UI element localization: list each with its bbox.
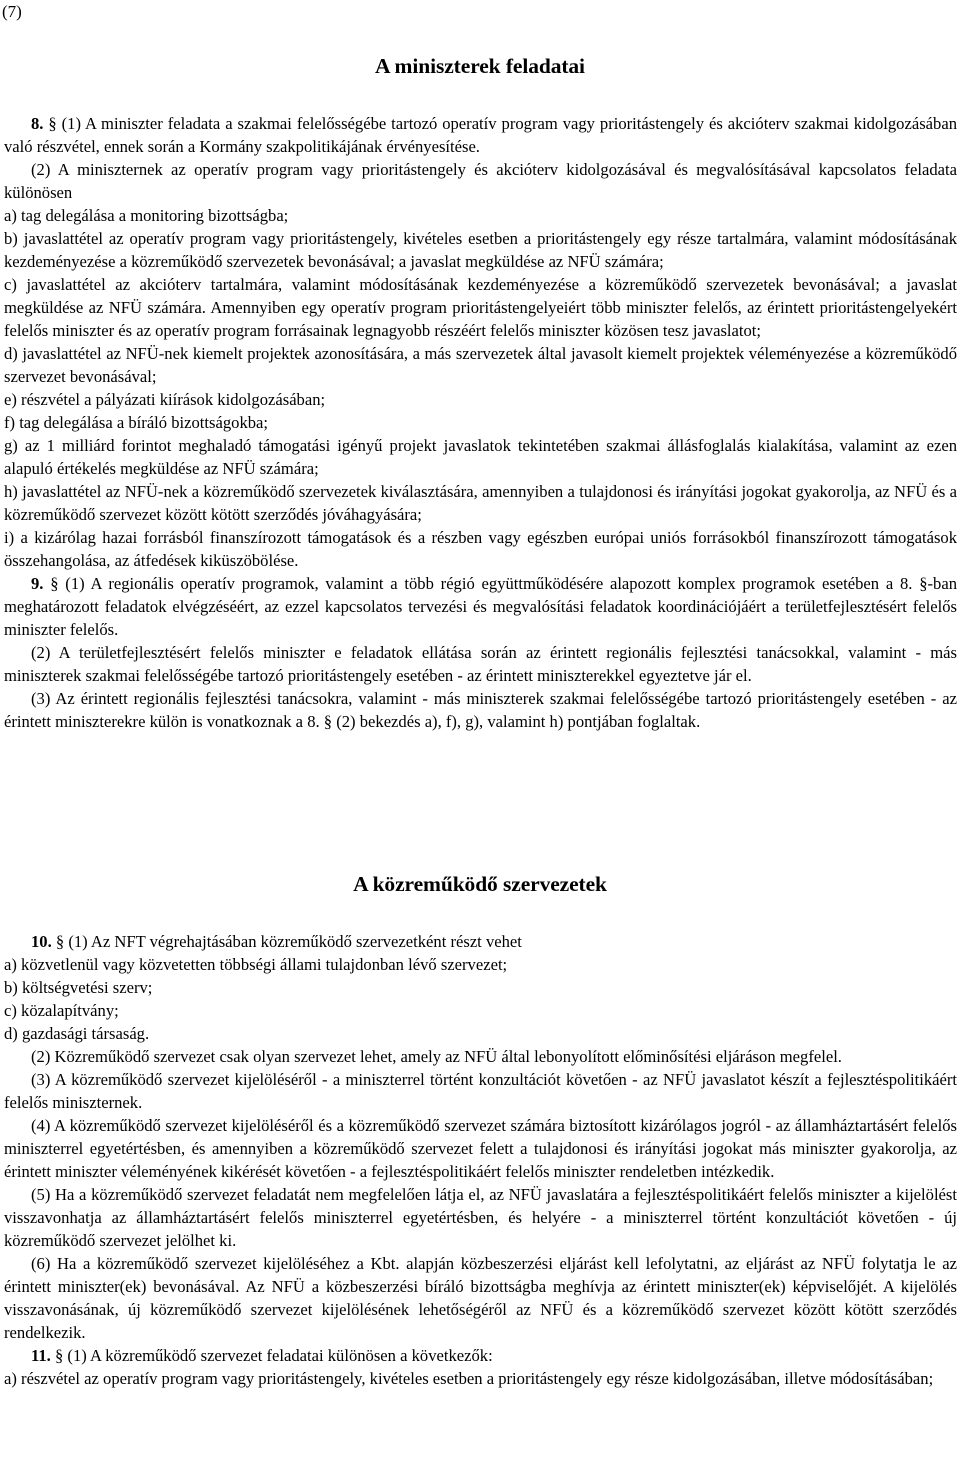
- paragraph-text: d) javaslattétel az NFÜ-nek kiemelt projektek azonosítására, a más szervezetek által javasolt kiemelt projektek véleményezése a közreműködő szervezet bevonásával;: [4, 344, 957, 386]
- paragraph-text: h) javaslattétel az NFÜ-nek a közreműködő szervezetek kiválasztására, amennyiben a tulajdonosi és irányítási jogokat gyakorolja, az NFÜ és a közreműködő szervezet között kötött szerződés jóváhagyására;: [4, 482, 957, 524]
- paragraph: [4, 1183, 957, 1252]
- paragraph-text: (6) Ha a közreműködő szervezet kijelöléséhez a Kbt. alapján közbeszerzési eljárást kell lefolytatni, az eljárást az NFÜ folytatja le az érintett miniszter(ek) bevonásával. Az NFÜ a közbeszerzési bíráló bizottságba meghívja az érintett miniszter(ek) képviselőjét. A kijelölés visszavonásának, új közreműködő szervezet kijelölésének lehetőségéről az NFÜ és a közreműködő szervezet között kötött szerződés rendelkezik.: [4, 1254, 957, 1342]
- paragraph: [4, 1252, 957, 1344]
- section-number: 10.: [31, 932, 52, 951]
- paragraph: [4, 227, 957, 273]
- paragraph: [4, 999, 957, 1022]
- section-number: 8.: [31, 114, 44, 133]
- paragraph: [4, 976, 957, 999]
- paragraph-text: e) részvétel a pályázati kiírások kidolgozásában;: [4, 390, 326, 409]
- paragraph-text: § (1) Az NFT végrehajtásában közreműködő szervezetként részt vehet: [51, 932, 522, 951]
- paragraph: [4, 434, 957, 480]
- paragraph: [4, 641, 957, 687]
- paragraph: [4, 572, 957, 641]
- paragraph-text: b) költségvetési szerv;: [4, 978, 153, 997]
- paragraph: [4, 1114, 957, 1183]
- section-number: 9.: [31, 574, 44, 593]
- paragraph-text: (2) A miniszternek az operatív program vagy prioritástengely és akcióterv kidolgozásával és megvalósításával kapcsolatos feladata különösen: [4, 160, 957, 202]
- paragraph: [4, 953, 957, 976]
- paragraph: [4, 204, 957, 227]
- section-body-ministers: [4, 112, 957, 733]
- paragraph: [4, 411, 957, 434]
- paragraph-text: (4) A közreműködő szervezet kijelöléséről és a közreműködő szervezet számára biztosított kizárólagos jogról - az államháztartásért felelős miniszterrel egyetértésben, és amennyiben a közreműködő szervezet felett a tulajdonosi és irányítási jogokat más miniszter gyakorolja, az érintett miniszter véleményének kikérését követően - a fejlesztéspolitikáért felelős miniszter rendeletben intézkedik.: [4, 1116, 957, 1181]
- paragraph-text: § (1) A regionális operatív programok, valamint a több régió együttműködésére alapozott komplex programok esetében a 8. §-ban meghatározott feladatok elvégzéséért, az ezzel kapcsolatos tervezési és megvalósítási feladatok koordinációjáért a területfejlesztésért felelős miniszter felelős.: [4, 574, 957, 639]
- paragraph-text: (2) Közreműködő szervezet csak olyan szervezet lehet, amely az NFÜ által lebonyolított előminősítési eljáráson megfelel.: [31, 1047, 842, 1066]
- paragraph-text: a) tag delegálása a monitoring bizottságba;: [4, 206, 289, 225]
- paragraph-text: § (1) A közreműködő szervezet feladatai különösen a következők:: [50, 1346, 493, 1365]
- section-title-intermediate-bodies: A közreműködő szervezetek: [353, 872, 607, 896]
- paragraph: [4, 1068, 957, 1114]
- paragraph-text: i) a kizárólag hazai forrásból finanszírozott támogatások és a részben vagy egészben európai uniós forrásokból finanszírozott támogatások összehangolása, az átfedések kiküszöbölése.: [4, 528, 957, 570]
- paragraph-text: § (1) A miniszter feladata a szakmai felelősségébe tartozó operatív program vagy prioritástengely és akcióterv szakmai kidolgozásában való részvétel, ennek során a Kormány szakpolitikájának érvényesítése.: [4, 114, 957, 156]
- section-number: 11.: [31, 1346, 51, 1365]
- paragraph: [4, 342, 957, 388]
- paragraph-text: d) gazdasági társaság.: [4, 1024, 150, 1043]
- paragraph: [4, 526, 957, 572]
- section-title-ministers: A miniszterek feladatai: [375, 54, 585, 78]
- paragraph: [4, 930, 957, 953]
- paragraph: [4, 1022, 957, 1045]
- section-body-intermediate-bodies: [4, 930, 957, 1390]
- paragraph: [4, 1367, 957, 1390]
- paragraph: [4, 1344, 957, 1367]
- paragraph-text: (3) Az érintett regionális fejlesztési tanácsokra, valamint - más miniszterek szakmai felelősségébe tartozó prioritástengely esetében - az érintett miniszterekre külön is vonatkoznak a 8. § (2) bekezdés a), f), g), valamint h) pontjában foglaltak.: [4, 689, 957, 731]
- paragraph-text: c) javaslattétel az akcióterv tartalmára, valamint módosításának kezdeményezése a közreműködő szervezetek bevonásával; a javaslat megküldése az NFÜ számára. Amennyiben egy operatív program prioritástengelyeiért több miniszter felelős, az érintett prioritástengelyekért felelős miniszter és az operatív program forrásainak legnagyobb részéért felelős miniszter közösen tesz javaslatot;: [4, 275, 957, 340]
- paragraph-text: a) részvétel az operatív program vagy prioritástengely, kivételes esetben a prioritástengely egy része kidolgozásában, illetve módosításában;: [4, 1369, 934, 1388]
- paragraph-text: (3) A közreműködő szervezet kijelöléséről - a miniszterrel történt konzultációt követően - az NFÜ javaslatot készít a fejlesztéspolitikáért felelős miniszternek.: [4, 1070, 957, 1112]
- paragraph-text: (2) A területfejlesztésért felelős miniszter e feladatok ellátása során az érintett regionális fejlesztési tanácsokkal, valamint - más miniszterek szakmai felelősségébe tartozó prioritástengely esetében - az érintett miniszterekkel egyeztetve jár el.: [4, 643, 957, 685]
- paragraph-text: (5) Ha a közreműködő szervezet feladatát nem megfelelően látja el, az NFÜ javaslatára a fejlesztéspolitikáért felelős miniszter a kijelölést visszavonhatja az államháztartásért felelős miniszterrel egyetértésben, és helyére - a miniszterrel történt konzultációt követően - új közreműködő szervezet jelölhet ki.: [4, 1185, 957, 1250]
- paragraph-text: c) közalapítvány;: [4, 1001, 119, 1020]
- paragraph: [4, 158, 957, 204]
- page-label: (7): [2, 2, 22, 21]
- paragraph: [4, 1045, 957, 1068]
- paragraph: [4, 388, 957, 411]
- paragraph: [4, 112, 957, 158]
- paragraph-text: a) közvetlenül vagy közvetetten többségi állami tulajdonban lévő szervezet;: [4, 955, 508, 974]
- paragraph: [4, 273, 957, 342]
- paragraph: [4, 687, 957, 733]
- paragraph-text: g) az 1 milliárd forintot meghaladó támogatási igényű projekt javaslatok tekintetében szakmai állásfoglalás kialakítása, valamint az ezen alapuló értékelés megküldése az NFÜ számára;: [4, 436, 957, 478]
- paragraph-text: b) javaslattétel az operatív program vagy prioritástengely, kivételes esetben a prioritástengely egy része tartalmára, valamint módosításának kezdeményezése a közreműködő szervezetek bevonásával; a javaslat megküldése az NFÜ számára;: [4, 229, 957, 271]
- paragraph: [4, 480, 957, 526]
- paragraph-text: f) tag delegálása a bíráló bizottságokba;: [4, 413, 269, 432]
